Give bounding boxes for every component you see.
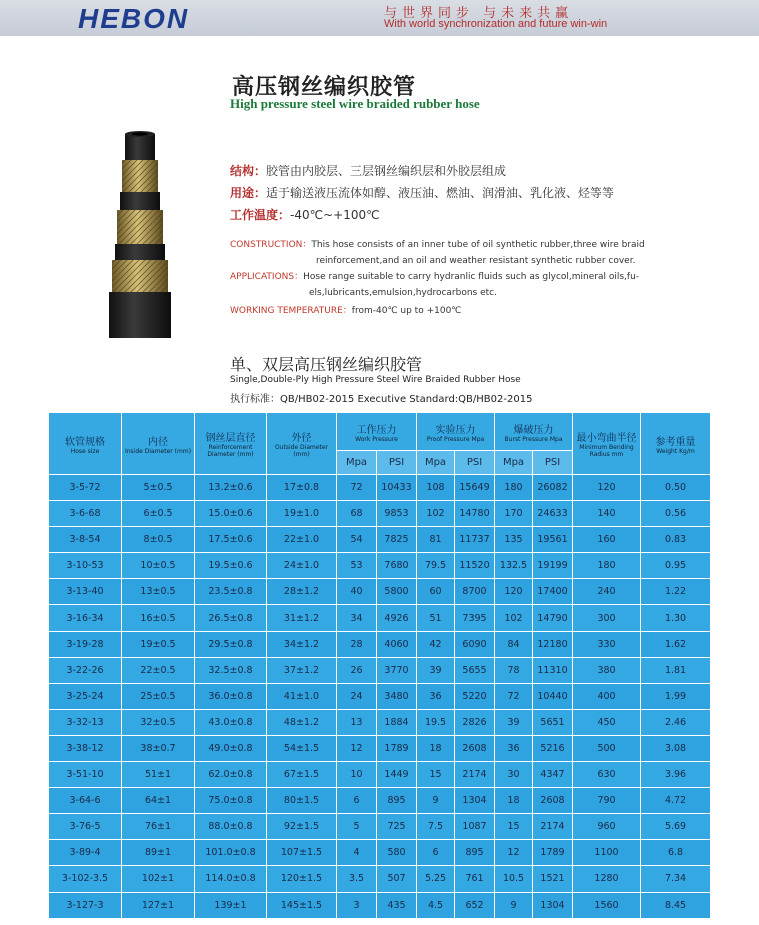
table-cell: 580	[377, 840, 417, 866]
table-cell: 127±1	[122, 892, 195, 918]
table-cell: 88.0±0.8	[195, 814, 267, 840]
table-cell: 32±0.5	[122, 709, 195, 735]
table-cell: 38±0.7	[122, 735, 195, 761]
unit-psi: PSI	[533, 451, 573, 475]
table-cell: 160	[573, 527, 641, 553]
table-cell: 72	[495, 683, 533, 709]
table-cell: 3770	[377, 657, 417, 683]
table-cell: 3-16-34	[49, 605, 122, 631]
table-cell: 895	[455, 840, 495, 866]
table-cell: 0.56	[641, 501, 711, 527]
table-cell: 500	[573, 735, 641, 761]
table-cell: 5.25	[417, 866, 455, 892]
table-cell: 10.5	[495, 866, 533, 892]
table-cell: 380	[573, 657, 641, 683]
table-cell: 80±1.5	[267, 788, 337, 814]
table-row	[49, 709, 711, 735]
table-cell: 53	[337, 553, 377, 579]
table-cell: 4.72	[641, 788, 711, 814]
table-cell: 5655	[455, 657, 495, 683]
table-row	[49, 475, 711, 501]
table-cell: 24	[337, 683, 377, 709]
table-cell: 330	[573, 631, 641, 657]
table-cell: 17±0.8	[267, 475, 337, 501]
table-cell: 15649	[455, 475, 495, 501]
table-cell: 240	[573, 579, 641, 605]
table-cell: 34±1.2	[267, 631, 337, 657]
table-cell: 790	[573, 788, 641, 814]
table-cell: 17400	[533, 579, 573, 605]
table-cell: 7.5	[417, 814, 455, 840]
table-cell: 435	[377, 892, 417, 918]
table-cell: 17.5±0.6	[195, 527, 267, 553]
table-cell: 3-51-10	[49, 762, 122, 788]
table-cell: 22±1.0	[267, 527, 337, 553]
table-cell: 49.0±0.8	[195, 735, 267, 761]
table-cell: 79.5	[417, 553, 455, 579]
table-cell: 18	[417, 735, 455, 761]
table-cell: 6	[337, 788, 377, 814]
table-cell: 0.50	[641, 475, 711, 501]
spec-table-container	[48, 412, 710, 912]
table-cell: 15	[495, 814, 533, 840]
table-cell: 23.5±0.8	[195, 579, 267, 605]
table-cell: 0.95	[641, 553, 711, 579]
product-title-cn: 高压钢丝编织胶管	[232, 74, 417, 100]
table-cell: 5800	[377, 579, 417, 605]
table-cell: 5651	[533, 709, 573, 735]
table-cell: 48±1.2	[267, 709, 337, 735]
table-cell: 3-25-24	[49, 683, 122, 709]
table-cell: 102	[495, 605, 533, 631]
temp-en: WORKING TEMPERATURE：from-40℃ up to +100℃	[230, 306, 462, 316]
table-cell: 13.2±0.6	[195, 475, 267, 501]
table-cell: 145±1.5	[267, 892, 337, 918]
table-cell: 14780	[455, 501, 495, 527]
table-cell: 4	[337, 840, 377, 866]
table-cell: 102±1	[122, 866, 195, 892]
table-cell: 10±0.5	[122, 553, 195, 579]
brand-logo: HEBON	[78, 3, 190, 34]
table-cell: 34	[337, 605, 377, 631]
table-cell: 0.83	[641, 527, 711, 553]
table-body	[49, 475, 711, 919]
table-cell: 725	[377, 814, 417, 840]
table-cell: 1087	[455, 814, 495, 840]
table-cell: 6.8	[641, 840, 711, 866]
unit-mpa: Mpa	[337, 451, 377, 475]
table-row	[49, 527, 711, 553]
table-row	[49, 657, 711, 683]
table-cell: 10440	[533, 683, 573, 709]
table-cell: 26	[337, 657, 377, 683]
table-cell: 4060	[377, 631, 417, 657]
table-cell: 3480	[377, 683, 417, 709]
table-cell: 114.0±0.8	[195, 866, 267, 892]
col-outside-diameter: 外径 Outside Diameter (mm)	[267, 413, 337, 475]
table-cell: 12	[495, 840, 533, 866]
table-cell: 102	[417, 501, 455, 527]
table-cell: 4926	[377, 605, 417, 631]
table-cell: 19199	[533, 553, 573, 579]
table-cell: 30	[495, 762, 533, 788]
construction-en: CONSTRUCTION：This hose consists of an inner tube of oil synthetic rubber,three wire braid reinforcement,and an oil and weather resistant synthetic rubber cover.	[230, 240, 645, 266]
table-cell: 16±0.5	[122, 605, 195, 631]
col-weight: 参考重量 Weight Kg/m	[641, 413, 711, 475]
table-cell: 68	[337, 501, 377, 527]
table-row	[49, 840, 711, 866]
table-cell: 11737	[455, 527, 495, 553]
table-cell: 19±0.5	[122, 631, 195, 657]
table-cell: 3-8-54	[49, 527, 122, 553]
table-cell: 3-102-3.5	[49, 866, 122, 892]
table-cell: 60	[417, 579, 455, 605]
table-cell: 13±0.5	[122, 579, 195, 605]
table-cell: 2608	[455, 735, 495, 761]
table-cell: 26082	[533, 475, 573, 501]
table-cell: 10	[337, 762, 377, 788]
table-cell: 101.0±0.8	[195, 840, 267, 866]
table-cell: 3-5-72	[49, 475, 122, 501]
table-cell: 51±1	[122, 762, 195, 788]
unit-mpa: Mpa	[417, 451, 455, 475]
col-reinforcement-diameter: 钢丝层直径 Reinforcement Diameter (mm)	[195, 413, 267, 475]
usage-cn: 用途：适于输送液压流体如醇、液压油、燃油、润滑油、乳化液、烃等等	[230, 186, 615, 200]
table-cell: 120±1.5	[267, 866, 337, 892]
table-cell: 7680	[377, 553, 417, 579]
table-cell: 1.62	[641, 631, 711, 657]
table-cell: 12180	[533, 631, 573, 657]
table-cell: 40	[337, 579, 377, 605]
table-cell: 14790	[533, 605, 573, 631]
table-cell: 24633	[533, 501, 573, 527]
table-cell: 1280	[573, 866, 641, 892]
table-cell: 400	[573, 683, 641, 709]
series-title-cn: 单、双层高压钢丝编织胶管	[230, 355, 423, 374]
executive-standard: 执行标准：QB/HB02-2015 Executive Standard:QB/HB02-2015	[230, 394, 533, 405]
spec-table	[48, 412, 711, 919]
table-cell: 3-13-40	[49, 579, 122, 605]
table-cell: 15.0±0.6	[195, 501, 267, 527]
col-inside-diameter: 内径 Inside Diameter (mm)	[122, 413, 195, 475]
table-cell: 3-127-3	[49, 892, 122, 918]
table-cell: 43.0±0.8	[195, 709, 267, 735]
product-title-en: High pressure steel wire braided rubber hose	[230, 96, 480, 111]
table-cell: 2174	[455, 762, 495, 788]
table-cell: 5	[337, 814, 377, 840]
col-hose-size: 软管规格 Hose size	[49, 413, 122, 475]
table-cell: 9853	[377, 501, 417, 527]
table-cell: 170	[495, 501, 533, 527]
page-header	[0, 0, 759, 36]
table-cell: 7825	[377, 527, 417, 553]
table-cell: 120	[495, 579, 533, 605]
table-cell: 18	[495, 788, 533, 814]
table-cell: 180	[495, 475, 533, 501]
table-cell: 3-76-5	[49, 814, 122, 840]
col-burst-pressure: 爆破压力 Burst Pressure Mpa	[495, 413, 573, 451]
col-bending-radius: 最小弯曲半径 Minimum Bending Radius mm	[573, 413, 641, 475]
unit-mpa: Mpa	[495, 451, 533, 475]
table-cell: 6±0.5	[122, 501, 195, 527]
table-cell: 1.22	[641, 579, 711, 605]
table-cell: 2608	[533, 788, 573, 814]
table-row	[49, 735, 711, 761]
unit-psi: PSI	[377, 451, 417, 475]
table-row	[49, 501, 711, 527]
table-cell: 3.08	[641, 735, 711, 761]
table-cell: 2.46	[641, 709, 711, 735]
table-cell: 41±1.0	[267, 683, 337, 709]
table-cell: 11520	[455, 553, 495, 579]
table-cell: 81	[417, 527, 455, 553]
table-cell: 132.5	[495, 553, 533, 579]
table-cell: 5216	[533, 735, 573, 761]
table-cell: 25±0.5	[122, 683, 195, 709]
table-cell: 4347	[533, 762, 573, 788]
table-cell: 1560	[573, 892, 641, 918]
table-row	[49, 788, 711, 814]
table-cell: 1304	[533, 892, 573, 918]
table-cell: 9	[417, 788, 455, 814]
col-proof-pressure: 实验压力 Proof Pressure Mpa	[417, 413, 495, 451]
table-cell: 19.5	[417, 709, 455, 735]
table-cell: 1100	[573, 840, 641, 866]
table-cell: 36	[495, 735, 533, 761]
table-cell: 72	[337, 475, 377, 501]
table-cell: 15	[417, 762, 455, 788]
table-cell: 32.5±0.8	[195, 657, 267, 683]
table-cell: 28	[337, 631, 377, 657]
applications-en: APPLICATIONS：Hose range suitable to carry hydranlic fluids such as glycol,mineral oils,fu- els,lubricants,emulsion,hydrocarbons etc.	[230, 272, 640, 298]
table-cell: 8700	[455, 579, 495, 605]
table-row	[49, 631, 711, 657]
series-title-en: Single,Double-Ply High Pressure Steel Wire Braided Rubber Hose	[230, 375, 521, 385]
table-cell: 1.99	[641, 683, 711, 709]
table-cell: 652	[455, 892, 495, 918]
table-cell: 1449	[377, 762, 417, 788]
table-cell: 1789	[377, 735, 417, 761]
table-cell: 11310	[533, 657, 573, 683]
table-cell: 51	[417, 605, 455, 631]
table-cell: 39	[495, 709, 533, 735]
table-cell: 92±1.5	[267, 814, 337, 840]
table-cell: 3.5	[337, 866, 377, 892]
table-cell: 3-32-13	[49, 709, 122, 735]
structure-cn: 结构：胶管由内胶层、三层钢丝编织层和外胶层组成	[230, 164, 507, 178]
table-cell: 1.81	[641, 657, 711, 683]
table-cell: 107±1.5	[267, 840, 337, 866]
table-cell: 64±1	[122, 788, 195, 814]
table-cell: 24±1.0	[267, 553, 337, 579]
table-cell: 5.69	[641, 814, 711, 840]
table-row	[49, 579, 711, 605]
table-cell: 1884	[377, 709, 417, 735]
table-cell: 3-22-26	[49, 657, 122, 683]
temp-cn: 工作温度：-40℃~+100℃	[230, 208, 380, 222]
table-cell: 8±0.5	[122, 527, 195, 553]
table-cell: 6	[417, 840, 455, 866]
table-cell: 300	[573, 605, 641, 631]
unit-psi: PSI	[455, 451, 495, 475]
table-cell: 89±1	[122, 840, 195, 866]
table-cell: 3-89-4	[49, 840, 122, 866]
table-cell: 76±1	[122, 814, 195, 840]
table-cell: 19561	[533, 527, 573, 553]
table-cell: 120	[573, 475, 641, 501]
table-row	[49, 683, 711, 709]
table-cell: 19±1.0	[267, 501, 337, 527]
table-cell: 19.5±0.6	[195, 553, 267, 579]
table-cell: 42	[417, 631, 455, 657]
table-cell: 960	[573, 814, 641, 840]
table-cell: 2174	[533, 814, 573, 840]
table-cell: 62.0±0.8	[195, 762, 267, 788]
table-cell: 1521	[533, 866, 573, 892]
table-cell: 6090	[455, 631, 495, 657]
table-cell: 3-38-12	[49, 735, 122, 761]
table-cell: 630	[573, 762, 641, 788]
table-cell: 1304	[455, 788, 495, 814]
table-cell: 3	[337, 892, 377, 918]
table-cell: 75.0±0.8	[195, 788, 267, 814]
table-cell: 3-19-28	[49, 631, 122, 657]
table-cell: 761	[455, 866, 495, 892]
table-cell: 135	[495, 527, 533, 553]
table-cell: 507	[377, 866, 417, 892]
table-cell: 84	[495, 631, 533, 657]
table-cell: 12	[337, 735, 377, 761]
table-cell: 3-6-68	[49, 501, 122, 527]
table-row	[49, 553, 711, 579]
table-cell: 7395	[455, 605, 495, 631]
table-cell: 3.96	[641, 762, 711, 788]
table-cell: 2826	[455, 709, 495, 735]
table-cell: 67±1.5	[267, 762, 337, 788]
table-cell: 9	[495, 892, 533, 918]
table-row	[49, 762, 711, 788]
table-row	[49, 892, 711, 918]
table-cell: 3-10-53	[49, 553, 122, 579]
table-cell: 4.5	[417, 892, 455, 918]
table-cell: 29.5±0.8	[195, 631, 267, 657]
table-row	[49, 814, 711, 840]
table-cell: 1.30	[641, 605, 711, 631]
table-cell: 8.45	[641, 892, 711, 918]
table-cell: 140	[573, 501, 641, 527]
col-work-pressure: 工作压力 Work Pressure	[337, 413, 417, 451]
hose-illustration-icon	[95, 130, 185, 340]
table-cell: 3-64-6	[49, 788, 122, 814]
table-cell: 10433	[377, 475, 417, 501]
table-row	[49, 605, 711, 631]
table-cell: 5±0.5	[122, 475, 195, 501]
table-cell: 108	[417, 475, 455, 501]
table-cell: 36.0±0.8	[195, 683, 267, 709]
table-cell: 31±1.2	[267, 605, 337, 631]
table-cell: 22±0.5	[122, 657, 195, 683]
table-cell: 13	[337, 709, 377, 735]
table-cell: 450	[573, 709, 641, 735]
slogan-cn: 与世界同步 与未来共赢	[384, 6, 574, 21]
table-cell: 139±1	[195, 892, 267, 918]
table-cell: 26.5±0.8	[195, 605, 267, 631]
table-cell: 895	[377, 788, 417, 814]
slogan-en: With world synchronization and future win-win	[384, 18, 608, 30]
table-row	[49, 866, 711, 892]
table-cell: 7.34	[641, 866, 711, 892]
table-cell: 78	[495, 657, 533, 683]
table-cell: 28±1.2	[267, 579, 337, 605]
table-cell: 1789	[533, 840, 573, 866]
table-cell: 180	[573, 553, 641, 579]
table-cell: 54	[337, 527, 377, 553]
table-cell: 39	[417, 657, 455, 683]
table-cell: 36	[417, 683, 455, 709]
table-cell: 54±1.5	[267, 735, 337, 761]
table-cell: 5220	[455, 683, 495, 709]
table-cell: 37±1.2	[267, 657, 337, 683]
